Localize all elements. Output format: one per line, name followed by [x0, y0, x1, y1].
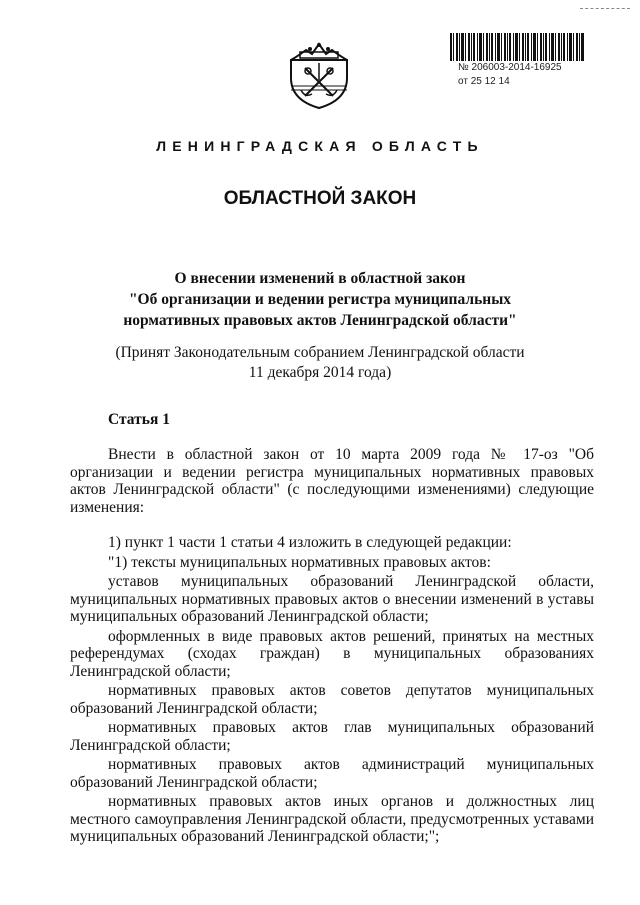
adoption-note — [70, 343, 570, 383]
law-title-line: нормативных правовых актов Ленинградской области" — [123, 312, 517, 329]
law-title — [70, 268, 570, 331]
article-paragraph: 1) пункт 1 части 1 статьи 4 изложить в следующей редакции: — [108, 534, 512, 551]
coat-of-arms-icon — [288, 38, 350, 110]
scan-edge-mark — [580, 8, 630, 9]
article-paragraph: нормативных правовых актов администраций муниципальных образований Ленинградской области; — [70, 756, 594, 791]
registration-number: № 206003-2014-16925 — [458, 62, 562, 73]
article-body — [70, 446, 594, 846]
region-heading: ЛЕНИНГРАДСКАЯ ОБЛАСТЬ — [156, 138, 484, 154]
article-paragraph: нормативных правовых актов советов депутатов муниципальных образований Ленинградской области; — [70, 682, 594, 717]
article-paragraph: оформленных в виде правовых актов решений, принятых на местных референдумах (сходах граждан) в муниципальных образованиях Ленинградской области; — [70, 627, 594, 680]
article-paragraph: нормативных правовых актов глав муниципальных образований Ленинградской области; — [70, 719, 594, 754]
adoption-line: (Принят Законодательным собранием Ленинградской области — [115, 344, 525, 361]
article-heading: Статья 1 — [108, 411, 170, 428]
adoption-line: 11 декабря 2014 года) — [248, 364, 392, 381]
law-title-line: "Об организации и ведении регистра муниципальных — [128, 291, 512, 308]
article-paragraph: нормативных правовых актов иных органов и должностных лиц местного самоуправления Ленинградской области, предусмотренных уставами муниципальных образований Ленинградской области;"; — [70, 793, 594, 845]
law-title-line: О внесении изменений в областной закон — [174, 270, 466, 287]
barcode-icon — [450, 33, 585, 61]
article-paragraph: Внести в областной закон от 10 марта 2009 года № 17-оз "Об организации и ведении регистра муниципальных нормативных правовых актов Ленинградской области" (с последующими изменениями) следующие изменения: — [70, 446, 594, 516]
article-paragraph: уставов муниципальных образований Ленинградской области, муниципальных нормативных правовых актов о внесении изменений в уставы муниципальных образований Ленинградской области; — [70, 573, 594, 625]
registration-date: от 25 12 14 — [458, 76, 510, 87]
document-type-heading: ОБЛАСТНОЙ ЗАКОН — [223, 188, 417, 209]
article-paragraph: "1) тексты муниципальных нормативных правовых актов: — [108, 553, 491, 571]
